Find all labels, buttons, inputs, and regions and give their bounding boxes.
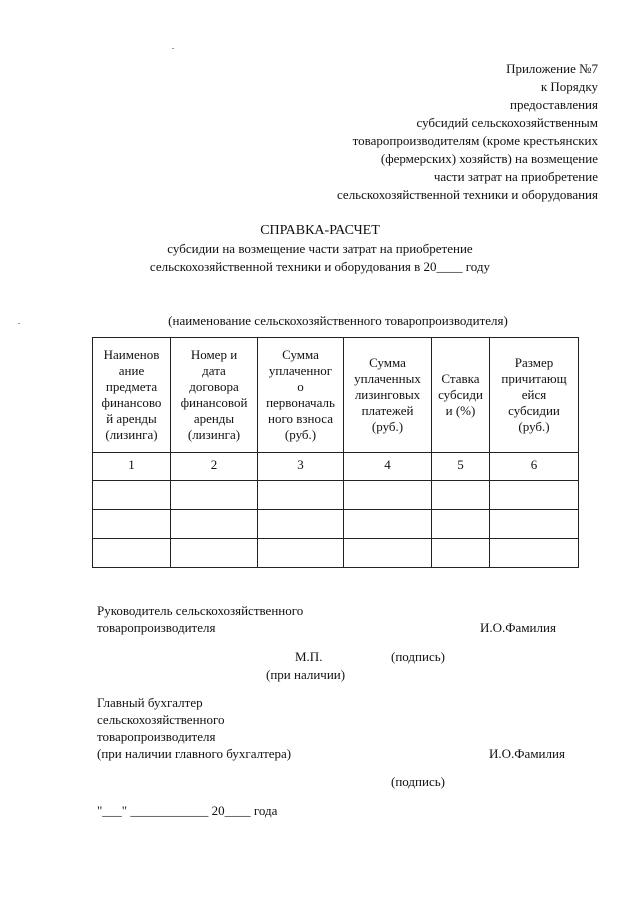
column-number: 6 [490, 453, 579, 481]
signature-caption: (подпись) [391, 649, 445, 664]
empty-cell [258, 510, 344, 539]
header-cell-contract: Номер и дата договора финансовой аренды (лизинга) [171, 338, 258, 453]
signature-caption: (подпись) [391, 774, 445, 789]
empty-cell [93, 481, 171, 510]
appendix-line: предоставления [510, 97, 598, 112]
empty-cell [490, 539, 579, 568]
table-row [93, 481, 579, 510]
head-name: И.О.Фамилия [480, 620, 556, 635]
empty-cell [432, 481, 490, 510]
table-row [93, 510, 579, 539]
accountant-label-line: Главный бухгалтер [97, 695, 203, 710]
producer-caption: (наименование сельскохозяйственного товаропроизводителя) [168, 313, 508, 328]
column-number: 2 [171, 453, 258, 481]
appendix-block [278, 60, 598, 204]
appendix-line: товаропроизводителям (кроме крестьянских [352, 133, 598, 148]
accountant-label-line: товаропроизводителя [97, 729, 216, 744]
empty-cell [171, 510, 258, 539]
column-number: 1 [93, 453, 171, 481]
scan-speck [172, 48, 174, 49]
empty-cell [432, 510, 490, 539]
header-cell-item: Наименов ание предмета финансово й аренды (лизинга) [93, 338, 171, 453]
calculation-table [92, 337, 579, 568]
appendix-line: части затрат на приобретение [433, 169, 598, 184]
empty-cell [432, 539, 490, 568]
header-cell-rate: Ставка субсиди и (%) [432, 338, 490, 453]
stamp-note: (при наличии) [266, 667, 346, 682]
empty-cell [93, 539, 171, 568]
head-label [97, 602, 303, 636]
table-row [93, 539, 579, 568]
empty-cell [258, 481, 344, 510]
subtitle-line: сельскохозяйственной техники и оборудования в 20____ году [149, 259, 491, 274]
head-label-line: товаропроизводителя [97, 620, 216, 635]
empty-cell [344, 510, 432, 539]
empty-cell [490, 510, 579, 539]
head-label-line: Руководитель сельскохозяйственного [97, 603, 304, 618]
accountant-label-line: сельскохозяйственного [97, 712, 225, 727]
accountant-label [97, 694, 291, 762]
column-number: 4 [344, 453, 432, 481]
empty-cell [171, 539, 258, 568]
accountant-name: И.О.Фамилия [489, 746, 565, 761]
column-number: 3 [258, 453, 344, 481]
subtitle-line: субсидии на возмещение части затрат на приобретение [167, 241, 473, 256]
empty-cell [93, 510, 171, 539]
appendix-line: Приложение №7 [506, 61, 598, 76]
empty-cell [258, 539, 344, 568]
empty-cell [490, 481, 579, 510]
header-cell-subsidy: Размер причитающ ейся субсидии (руб.) [490, 338, 579, 453]
appendix-line: сельскохозяйственной техники и оборудования [337, 187, 598, 202]
accountant-label-line: (при наличии главного бухгалтера) [97, 746, 292, 761]
appendix-line: (фермерских) хозяйств) на возмещение [380, 151, 598, 166]
document-subtitle [0, 240, 640, 276]
appendix-line: субсидий сельскохозяйственным [416, 115, 598, 130]
column-number-row [93, 453, 579, 481]
appendix-line: к Порядку [540, 79, 598, 94]
document-title: СПРАВКА-РАСЧЕТ [260, 223, 380, 238]
empty-cell [171, 481, 258, 510]
table-header-row [93, 338, 579, 453]
header-cell-initial-payment: Сумма уплаченног о первоначаль ного взноса (руб.) [258, 338, 344, 453]
stamp-label: М.П. [295, 649, 323, 664]
empty-cell [344, 539, 432, 568]
column-number: 5 [432, 453, 490, 481]
header-cell-lease-payments: Сумма уплаченных лизинговых платежей (руб.) [344, 338, 432, 453]
date-line: "___" ____________ 20____ года [97, 803, 278, 818]
empty-cell [344, 481, 432, 510]
